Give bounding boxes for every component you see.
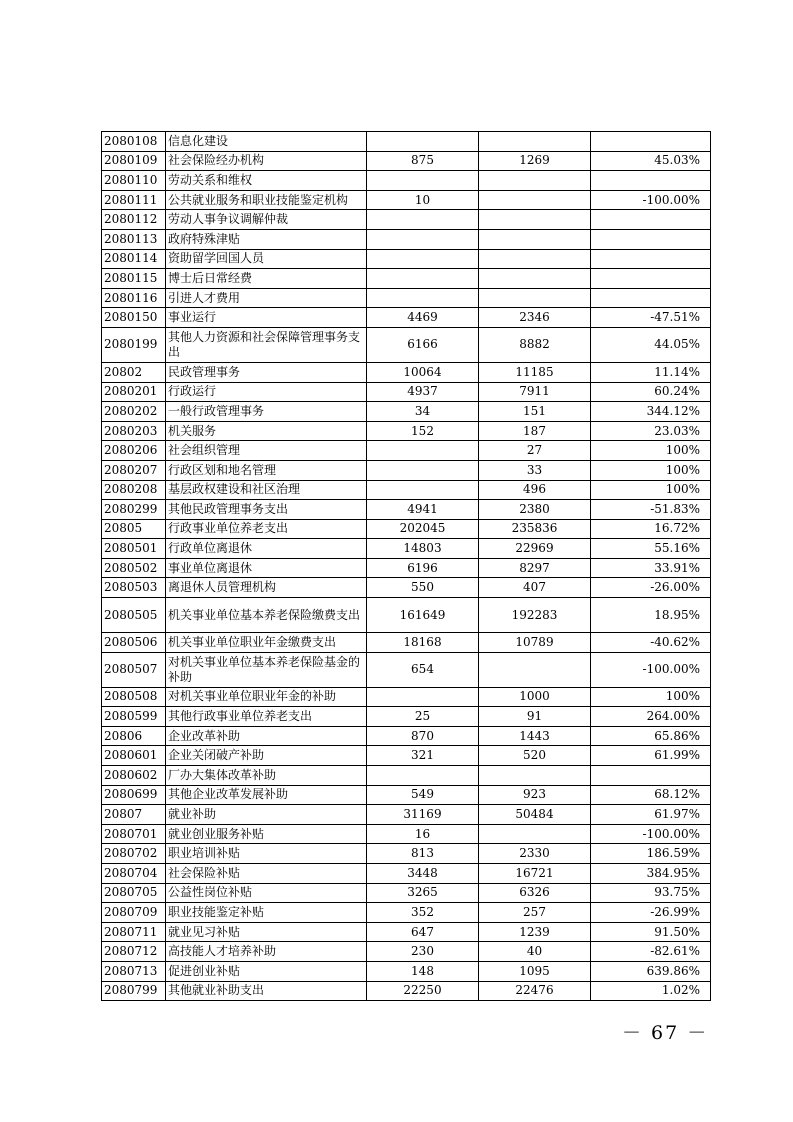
- name-cell: 就业创业服务补贴: [166, 824, 367, 844]
- value-a-cell: [367, 480, 479, 500]
- change-pct-cell: [591, 288, 711, 308]
- code-cell: 2080111: [102, 190, 166, 210]
- name-cell: 机关事业单位职业年金缴费支出: [166, 633, 367, 653]
- value-b-cell: [479, 210, 591, 230]
- name-cell: 对机关事业单位基本养老保险基金的补助: [166, 652, 367, 687]
- name-cell: 其他就业补助支出: [166, 981, 367, 1001]
- value-b-cell: 235836: [479, 519, 591, 539]
- change-pct-cell: [591, 210, 711, 230]
- name-cell: 劳动人事争议调解仲裁: [166, 210, 367, 230]
- change-pct-cell: [591, 229, 711, 249]
- value-a-cell: 654: [367, 652, 479, 687]
- value-b-cell: 22969: [479, 539, 591, 559]
- code-cell: 20806: [102, 726, 166, 746]
- value-b-cell: 2330: [479, 844, 591, 864]
- value-b-cell: 1239: [479, 922, 591, 942]
- change-pct-cell: 33.91%: [591, 558, 711, 578]
- value-a-cell: 22250: [367, 981, 479, 1001]
- name-cell: 基层政权建设和社区治理: [166, 480, 367, 500]
- name-cell: 引进人才费用: [166, 288, 367, 308]
- value-a-cell: 550: [367, 578, 479, 598]
- code-cell: 2080110: [102, 171, 166, 191]
- name-cell: 事业运行: [166, 308, 367, 328]
- table-row: [102, 362, 711, 382]
- change-pct-cell: 100%: [591, 687, 711, 707]
- code-cell: 2080702: [102, 844, 166, 864]
- name-cell: 厂办大集体改革补助: [166, 766, 367, 786]
- value-a-cell: 14803: [367, 539, 479, 559]
- value-a-cell: 813: [367, 844, 479, 864]
- value-b-cell: 33: [479, 460, 591, 480]
- table-row: [102, 883, 711, 903]
- name-cell: 社会保险补贴: [166, 864, 367, 884]
- code-cell: 2080112: [102, 210, 166, 230]
- code-cell: 2080502: [102, 558, 166, 578]
- change-pct-cell: 65.86%: [591, 726, 711, 746]
- value-b-cell: [479, 269, 591, 289]
- table-row: [102, 151, 711, 171]
- code-cell: 2080109: [102, 151, 166, 171]
- table-row: [102, 327, 711, 362]
- change-pct-cell: 1.02%: [591, 981, 711, 1001]
- table-row: [102, 382, 711, 402]
- name-cell: 职业技能鉴定补贴: [166, 903, 367, 923]
- code-cell: 2080699: [102, 785, 166, 805]
- code-cell: 2080201: [102, 382, 166, 402]
- name-cell: 职业培训补贴: [166, 844, 367, 864]
- value-b-cell: 923: [479, 785, 591, 805]
- code-cell: 2080705: [102, 883, 166, 903]
- value-b-cell: 187: [479, 421, 591, 441]
- change-pct-cell: [591, 766, 711, 786]
- code-cell: 2080713: [102, 961, 166, 981]
- name-cell: 机关服务: [166, 421, 367, 441]
- value-b-cell: 496: [479, 480, 591, 500]
- name-cell: 行政单位离退休: [166, 539, 367, 559]
- table-row: [102, 500, 711, 520]
- code-cell: 2080150: [102, 308, 166, 328]
- table-row: [102, 805, 711, 825]
- value-a-cell: 148: [367, 961, 479, 981]
- table-row: [102, 766, 711, 786]
- value-a-cell: 6166: [367, 327, 479, 362]
- value-a-cell: [367, 460, 479, 480]
- name-cell: 就业见习补贴: [166, 922, 367, 942]
- value-a-cell: [367, 132, 479, 152]
- change-pct-cell: 60.24%: [591, 382, 711, 402]
- value-a-cell: 25: [367, 707, 479, 727]
- name-cell: 离退休人员管理机构: [166, 578, 367, 598]
- value-b-cell: [479, 229, 591, 249]
- name-cell: 信息化建设: [166, 132, 367, 152]
- value-a-cell: 152: [367, 421, 479, 441]
- table-row: [102, 460, 711, 480]
- value-a-cell: 230: [367, 942, 479, 962]
- table-row: [102, 707, 711, 727]
- value-b-cell: 1443: [479, 726, 591, 746]
- value-b-cell: 6326: [479, 883, 591, 903]
- code-cell: 2080799: [102, 981, 166, 1001]
- table-row: [102, 726, 711, 746]
- table-row: [102, 652, 711, 687]
- table-row: [102, 249, 711, 269]
- value-a-cell: 3448: [367, 864, 479, 884]
- name-cell: 企业关闭破产补助: [166, 746, 367, 766]
- value-a-cell: 18168: [367, 633, 479, 653]
- table-row: [102, 190, 711, 210]
- table-row: [102, 402, 711, 422]
- value-b-cell: 10789: [479, 633, 591, 653]
- change-pct-cell: 186.59%: [591, 844, 711, 864]
- change-pct-cell: -26.00%: [591, 578, 711, 598]
- name-cell: 对机关事业单位职业年金的补助: [166, 687, 367, 707]
- name-cell: 一般行政管理事务: [166, 402, 367, 422]
- change-pct-cell: -100.00%: [591, 190, 711, 210]
- value-b-cell: 50484: [479, 805, 591, 825]
- change-pct-cell: 93.75%: [591, 883, 711, 903]
- value-a-cell: [367, 249, 479, 269]
- name-cell: 促进创业补贴: [166, 961, 367, 981]
- value-a-cell: 870: [367, 726, 479, 746]
- code-cell: 2080601: [102, 746, 166, 766]
- code-cell: 2080701: [102, 824, 166, 844]
- value-a-cell: 3265: [367, 883, 479, 903]
- value-b-cell: [479, 249, 591, 269]
- value-a-cell: [367, 229, 479, 249]
- change-pct-cell: -100.00%: [591, 652, 711, 687]
- change-pct-cell: 100%: [591, 480, 711, 500]
- code-cell: 2080199: [102, 327, 166, 362]
- value-a-cell: 647: [367, 922, 479, 942]
- change-pct-cell: 384.95%: [591, 864, 711, 884]
- change-pct-cell: 344.12%: [591, 402, 711, 422]
- change-pct-cell: 18.95%: [591, 598, 711, 633]
- table-row: [102, 746, 711, 766]
- value-b-cell: 8297: [479, 558, 591, 578]
- change-pct-cell: 100%: [591, 460, 711, 480]
- table-row: [102, 480, 711, 500]
- change-pct-cell: 11.14%: [591, 362, 711, 382]
- table-row: [102, 598, 711, 633]
- change-pct-cell: 264.00%: [591, 707, 711, 727]
- table-row: [102, 519, 711, 539]
- table-row: [102, 578, 711, 598]
- table-row: [102, 633, 711, 653]
- change-pct-cell: [591, 171, 711, 191]
- value-a-cell: [367, 269, 479, 289]
- value-a-cell: 31169: [367, 805, 479, 825]
- name-cell: 就业补助: [166, 805, 367, 825]
- value-b-cell: 2346: [479, 308, 591, 328]
- code-cell: 2080704: [102, 864, 166, 884]
- change-pct-cell: 23.03%: [591, 421, 711, 441]
- code-cell: 2080115: [102, 269, 166, 289]
- value-b-cell: 27: [479, 441, 591, 461]
- name-cell: 行政事业单位养老支出: [166, 519, 367, 539]
- name-cell: 企业改革补助: [166, 726, 367, 746]
- change-pct-cell: -26.99%: [591, 903, 711, 923]
- value-b-cell: [479, 190, 591, 210]
- table-row: [102, 288, 711, 308]
- value-a-cell: 352: [367, 903, 479, 923]
- value-b-cell: 1000: [479, 687, 591, 707]
- table-row: [102, 844, 711, 864]
- name-cell: 其他民政管理事务支出: [166, 500, 367, 520]
- value-a-cell: 34: [367, 402, 479, 422]
- value-a-cell: 875: [367, 151, 479, 171]
- code-cell: 2080711: [102, 922, 166, 942]
- name-cell: 行政区划和地名管理: [166, 460, 367, 480]
- code-cell: 2080503: [102, 578, 166, 598]
- change-pct-cell: [591, 249, 711, 269]
- change-pct-cell: [591, 269, 711, 289]
- code-cell: 2080602: [102, 766, 166, 786]
- table-row: [102, 132, 711, 152]
- change-pct-cell: -47.51%: [591, 308, 711, 328]
- value-b-cell: 91: [479, 707, 591, 727]
- value-b-cell: [479, 288, 591, 308]
- code-cell: 20802: [102, 362, 166, 382]
- change-pct-cell: 44.05%: [591, 327, 711, 362]
- table-row: [102, 210, 711, 230]
- value-b-cell: [479, 766, 591, 786]
- table-row: [102, 981, 711, 1001]
- name-cell: 高技能人才培养补助: [166, 942, 367, 962]
- name-cell: 政府特殊津贴: [166, 229, 367, 249]
- change-pct-cell: 55.16%: [591, 539, 711, 559]
- name-cell: 劳动关系和维权: [166, 171, 367, 191]
- name-cell: 其他行政事业单位养老支出: [166, 707, 367, 727]
- value-a-cell: [367, 441, 479, 461]
- value-a-cell: [367, 171, 479, 191]
- code-cell: 2080207: [102, 460, 166, 480]
- table-row: [102, 903, 711, 923]
- name-cell: 行政运行: [166, 382, 367, 402]
- change-pct-cell: [591, 132, 711, 152]
- code-cell: 20805: [102, 519, 166, 539]
- table-row: [102, 864, 711, 884]
- value-a-cell: [367, 687, 479, 707]
- code-cell: 2080113: [102, 229, 166, 249]
- value-a-cell: 6196: [367, 558, 479, 578]
- name-cell: 社会组织管理: [166, 441, 367, 461]
- value-a-cell: [367, 288, 479, 308]
- table-row: [102, 558, 711, 578]
- value-a-cell: 321: [367, 746, 479, 766]
- code-cell: 2080116: [102, 288, 166, 308]
- code-cell: 2080501: [102, 539, 166, 559]
- code-cell: 2080506: [102, 633, 166, 653]
- name-cell: 民政管理事务: [166, 362, 367, 382]
- value-a-cell: [367, 766, 479, 786]
- value-a-cell: 549: [367, 785, 479, 805]
- change-pct-cell: 45.03%: [591, 151, 711, 171]
- budget-table: [101, 131, 711, 1001]
- value-a-cell: 202045: [367, 519, 479, 539]
- value-a-cell: 161649: [367, 598, 479, 633]
- value-a-cell: 4469: [367, 308, 479, 328]
- value-b-cell: 40: [479, 942, 591, 962]
- name-cell: 机关事业单位基本养老保险缴费支出: [166, 598, 367, 633]
- value-b-cell: 151: [479, 402, 591, 422]
- name-cell: 其他企业改革发展补助: [166, 785, 367, 805]
- value-a-cell: 10: [367, 190, 479, 210]
- code-cell: 2080508: [102, 687, 166, 707]
- value-a-cell: 16: [367, 824, 479, 844]
- code-cell: 2080206: [102, 441, 166, 461]
- value-a-cell: 10064: [367, 362, 479, 382]
- change-pct-cell: 61.99%: [591, 746, 711, 766]
- table-row: [102, 171, 711, 191]
- name-cell: 博士后日常经费: [166, 269, 367, 289]
- value-b-cell: 1095: [479, 961, 591, 981]
- value-b-cell: [479, 652, 591, 687]
- code-cell: 2080299: [102, 500, 166, 520]
- name-cell: 资助留学回国人员: [166, 249, 367, 269]
- value-b-cell: 257: [479, 903, 591, 923]
- change-pct-cell: 16.72%: [591, 519, 711, 539]
- value-b-cell: [479, 824, 591, 844]
- value-b-cell: 2380: [479, 500, 591, 520]
- table-row: [102, 229, 711, 249]
- table-row: [102, 421, 711, 441]
- code-cell: 2080712: [102, 942, 166, 962]
- change-pct-cell: 91.50%: [591, 922, 711, 942]
- table-row: [102, 539, 711, 559]
- value-b-cell: [479, 132, 591, 152]
- code-cell: 20807: [102, 805, 166, 825]
- change-pct-cell: 68.12%: [591, 785, 711, 805]
- value-b-cell: 7911: [479, 382, 591, 402]
- change-pct-cell: 100%: [591, 441, 711, 461]
- value-a-cell: 4941: [367, 500, 479, 520]
- change-pct-cell: 61.97%: [591, 805, 711, 825]
- value-b-cell: 1269: [479, 151, 591, 171]
- value-b-cell: 520: [479, 746, 591, 766]
- table-row: [102, 824, 711, 844]
- name-cell: 公共就业服务和职业技能鉴定机构: [166, 190, 367, 210]
- value-b-cell: 8882: [479, 327, 591, 362]
- table-row: [102, 922, 711, 942]
- name-cell: 事业单位离退休: [166, 558, 367, 578]
- code-cell: 2080203: [102, 421, 166, 441]
- name-cell: 社会保险经办机构: [166, 151, 367, 171]
- change-pct-cell: -51.83%: [591, 500, 711, 520]
- table-row: [102, 687, 711, 707]
- value-a-cell: 4937: [367, 382, 479, 402]
- name-cell: 其他人力资源和社会保障管理事务支出: [166, 327, 367, 362]
- code-cell: 2080114: [102, 249, 166, 269]
- change-pct-cell: -100.00%: [591, 824, 711, 844]
- value-b-cell: 11185: [479, 362, 591, 382]
- change-pct-cell: -40.62%: [591, 633, 711, 653]
- code-cell: 2080507: [102, 652, 166, 687]
- table-row: [102, 308, 711, 328]
- value-b-cell: 192283: [479, 598, 591, 633]
- change-pct-cell: -82.61%: [591, 942, 711, 962]
- table-row: [102, 785, 711, 805]
- value-b-cell: 16721: [479, 864, 591, 884]
- code-cell: 2080108: [102, 132, 166, 152]
- value-b-cell: 407: [479, 578, 591, 598]
- code-cell: 2080202: [102, 402, 166, 422]
- code-cell: 2080599: [102, 707, 166, 727]
- code-cell: 2080208: [102, 480, 166, 500]
- code-cell: 2080709: [102, 903, 166, 923]
- value-b-cell: [479, 171, 591, 191]
- change-pct-cell: 639.86%: [591, 961, 711, 981]
- table-body: [102, 132, 711, 1001]
- table-row: [102, 961, 711, 981]
- code-cell: 2080505: [102, 598, 166, 633]
- page-number: － 67 －: [622, 1022, 709, 1044]
- table-row: [102, 269, 711, 289]
- name-cell: 公益性岗位补贴: [166, 883, 367, 903]
- value-a-cell: [367, 210, 479, 230]
- value-b-cell: 22476: [479, 981, 591, 1001]
- table-row: [102, 942, 711, 962]
- table-row: [102, 441, 711, 461]
